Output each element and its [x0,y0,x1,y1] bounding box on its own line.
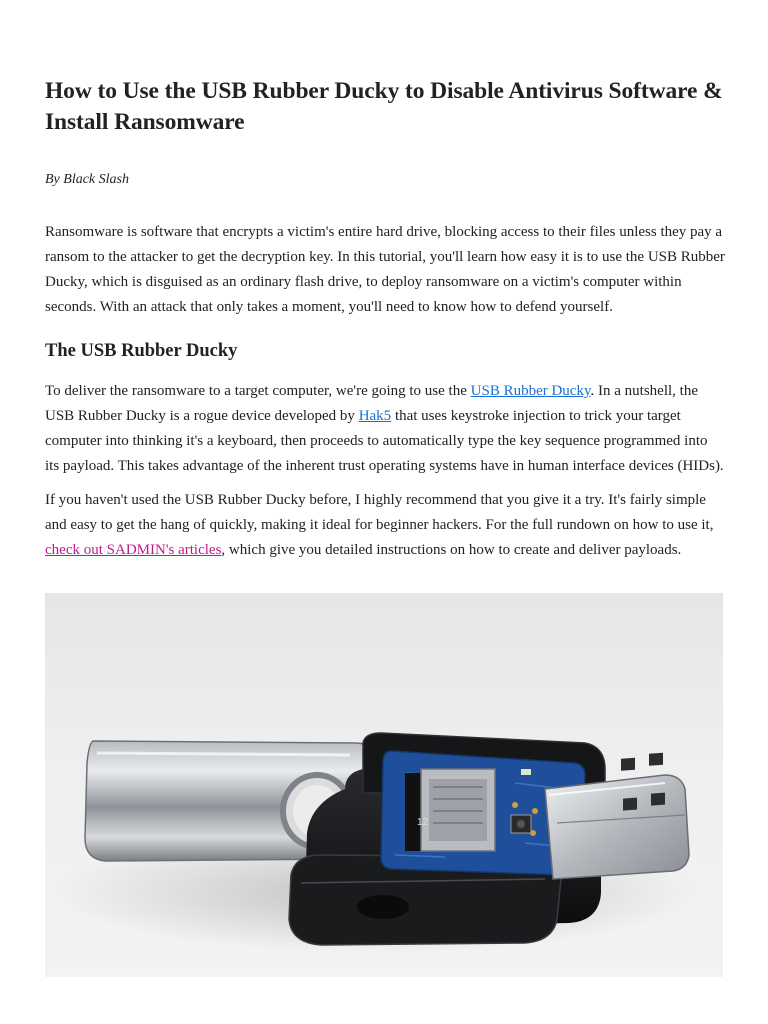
text-span: If you haven't used the USB Rubber Ducky before, I highly recommend that you give it a try. It's fairly simple and easy to get the hang of quickly, making it ideal for beginner hackers. For the full rundown on how to use it, [45,492,714,533]
article [45,0,725,563]
text-span: . In a nutshell, the USB Rubber Ducky is a rogue device developed by [45,383,698,424]
usb-rubber-ducky-photo [45,593,723,977]
text-span: To deliver the ransomware to a target computer, we're going to use the [45,383,471,399]
section-heading: The USB Rubber Ducky [45,341,238,361]
intro-paragraph: Ransomware is software that encrypts a victim's entire hard drive, blocking access to their files unless they pay a ransom to the attacker to get the decryption key. In this tutorial, you'll learn how easy it is to use the USB Rubber Ducky, which is disguised as an ordinary flash drive, to deploy ransomware on a victim's computer within seconds. With an attack that only takes a moment, you'll need to know how to defend yourself. [45,224,725,315]
article-title: How to Use the USB Rubber Ducky to Disable Antivirus Software & Install Ransomware [45,78,723,135]
card-label: 12 [417,817,429,828]
hak5-link[interactable]: Hak5 [358,408,392,424]
text-span: , which give you detailed instructions on how to create and deliver payloads. [221,542,682,558]
usb-rubber-ducky-link[interactable]: USB Rubber Ducky [470,383,591,399]
paragraph-delivery [45,379,725,479]
text-span: that uses keystroke injection to trick your target computer into thinking it's a keyboard, then proceeds to automatically type the key sequence programmed into its payload. This takes advantage of the inherent trust operating systems have in human interface devices (HIDs). [45,408,724,474]
paragraph-recommendation [45,488,725,563]
byline: By Black Slash [45,172,129,187]
sadmin-articles-link[interactable]: check out SADMIN's articles [45,542,222,558]
microsd-slot [405,769,495,851]
